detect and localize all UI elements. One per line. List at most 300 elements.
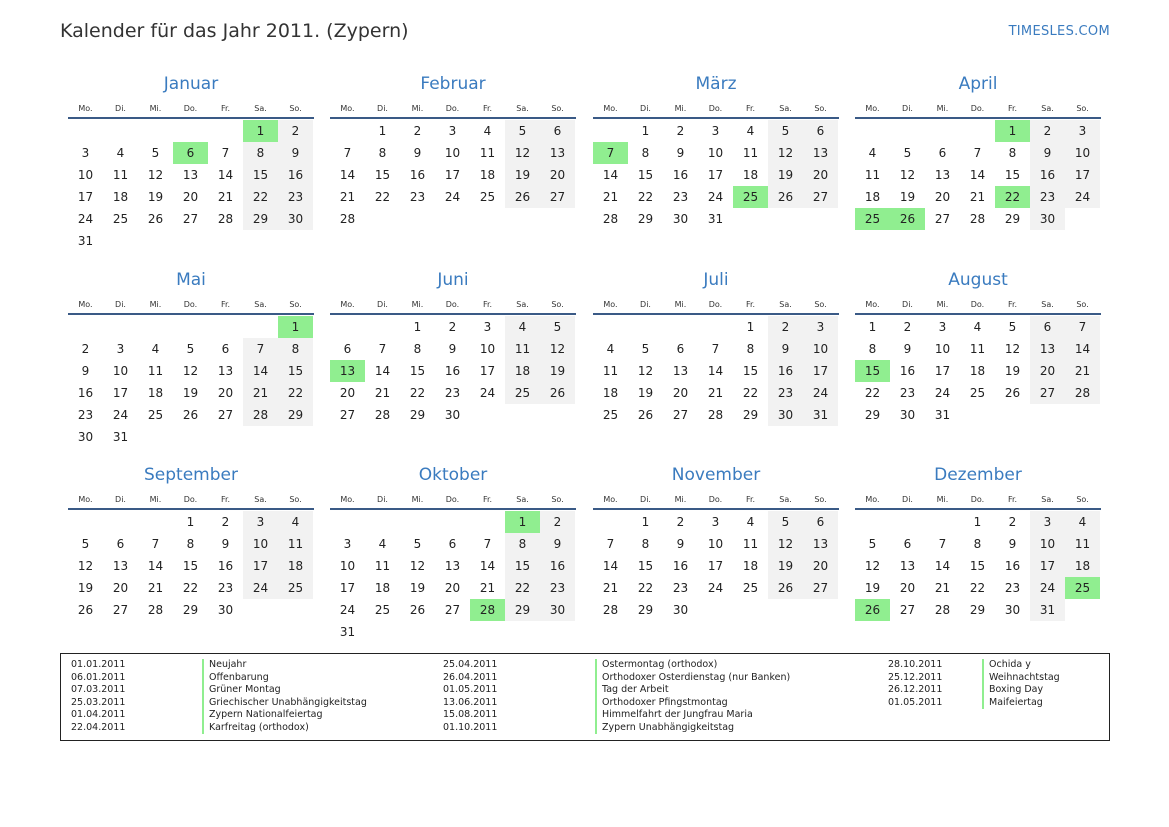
day-cell[interactable]: 4 [505,316,540,338]
day-cell[interactable]: 18 [1065,555,1100,577]
day-cell[interactable]: 29 [505,599,540,621]
day-cell[interactable]: 7 [711,342,720,356]
day-cell[interactable]: 22 [995,186,1030,208]
day-cell[interactable]: 20 [803,164,838,186]
day-cell[interactable]: 26 [768,186,803,208]
day-cell[interactable]: 20 [444,581,461,595]
day-cell[interactable]: 2 [540,511,575,533]
day-cell[interactable]: 11 [969,342,986,356]
day-cell[interactable]: 20 [934,190,951,204]
day-cell[interactable]: 2 [413,124,422,138]
day-cell[interactable]: 16 [217,559,234,573]
day-cell[interactable]: 14 [934,559,951,573]
day-cell[interactable]: 2 [278,120,313,142]
day-cell[interactable]: 17 [1065,164,1100,186]
day-cell[interactable]: 23 [672,190,689,204]
day-cell[interactable]: 11 [278,533,313,555]
day-cell[interactable]: 2 [448,320,457,334]
day-cell[interactable]: 19 [182,386,199,400]
day-cell[interactable]: 19 [77,581,94,595]
day-cell[interactable]: 3 [243,511,278,533]
day-cell[interactable]: 30 [899,408,916,422]
day-cell[interactable]: 9 [676,146,685,160]
day-cell[interactable]: 21 [479,581,496,595]
day-cell[interactable]: 24 [444,190,461,204]
day-cell[interactable]: 19 [768,555,803,577]
day-cell[interactable]: 16 [672,168,689,182]
day-cell[interactable]: 18 [602,386,619,400]
day-cell[interactable]: 18 [479,168,496,182]
day-cell[interactable]: 16 [672,559,689,573]
day-cell[interactable]: 28 [147,603,164,617]
day-cell[interactable]: 29 [742,408,759,422]
day-cell[interactable]: 27 [899,603,916,617]
day-cell[interactable]: 2 [676,515,685,529]
day-cell[interactable]: 4 [278,511,313,533]
day-cell[interactable]: 5 [868,537,877,551]
day-cell[interactable]: 5 [903,146,912,160]
day-cell[interactable]: 28 [969,212,986,226]
day-cell[interactable]: 8 [278,338,313,360]
day-cell[interactable]: 26 [1004,386,1021,400]
day-cell[interactable]: 3 [343,537,352,551]
day-cell[interactable]: 9 [676,537,685,551]
day-cell[interactable]: 11 [479,146,496,160]
day-cell[interactable]: 13 [330,360,365,382]
day-cell[interactable]: 9 [1030,142,1065,164]
day-cell[interactable]: 12 [182,364,199,378]
day-cell[interactable]: 17 [707,559,724,573]
day-cell[interactable]: 21 [707,386,724,400]
day-cell[interactable]: 22 [637,190,654,204]
day-cell[interactable]: 13 [444,559,461,573]
day-cell[interactable]: 14 [602,559,619,573]
day-cell[interactable]: 7 [606,537,615,551]
day-cell[interactable]: 20 [1030,360,1065,382]
day-cell[interactable]: 26 [147,212,164,226]
day-cell[interactable]: 19 [540,360,575,382]
day-cell[interactable]: 20 [182,190,199,204]
day-cell[interactable]: 27 [672,408,689,422]
day-cell[interactable]: 15 [409,364,426,378]
day-cell[interactable]: 1 [746,320,755,334]
day-cell[interactable]: 3 [1065,120,1100,142]
day-cell[interactable]: 15 [374,168,391,182]
day-cell[interactable]: 16 [540,555,575,577]
brand-link[interactable]: TIMESLES.COM [1008,24,1110,39]
day-cell[interactable]: 22 [637,581,654,595]
day-cell[interactable]: 25 [374,603,391,617]
day-cell[interactable]: 14 [969,168,986,182]
day-cell[interactable]: 9 [448,342,457,356]
day-cell[interactable]: 25 [855,208,890,230]
day-cell[interactable]: 26 [540,382,575,404]
day-cell[interactable]: 18 [505,360,540,382]
day-cell[interactable]: 28 [217,212,234,226]
day-cell[interactable]: 13 [182,168,199,182]
day-cell[interactable]: 26 [855,599,890,621]
day-cell[interactable]: 23 [899,386,916,400]
day-cell[interactable]: 6 [540,120,575,142]
day-cell[interactable]: 7 [1065,316,1100,338]
day-cell[interactable]: 9 [221,537,230,551]
day-cell[interactable]: 15 [969,559,986,573]
day-cell[interactable]: 11 [742,146,759,160]
day-cell[interactable]: 20 [339,386,356,400]
day-cell[interactable]: 30 [540,599,575,621]
day-cell[interactable]: 10 [934,342,951,356]
day-cell[interactable]: 25 [733,186,768,208]
day-cell[interactable]: 17 [803,360,838,382]
day-cell[interactable]: 22 [278,382,313,404]
day-cell[interactable]: 3 [938,320,947,334]
day-cell[interactable]: 14 [217,168,234,182]
day-cell[interactable]: 27 [803,577,838,599]
day-cell[interactable]: 22 [243,186,278,208]
day-cell[interactable]: 14 [479,559,496,573]
day-cell[interactable]: 20 [672,386,689,400]
day-cell[interactable]: 31 [112,430,129,444]
day-cell[interactable]: 11 [602,364,619,378]
day-cell[interactable]: 13 [112,559,129,573]
day-cell[interactable]: 2 [1008,515,1017,529]
day-cell[interactable]: 30 [444,408,461,422]
day-cell[interactable]: 15 [637,168,654,182]
day-cell[interactable]: 19 [899,190,916,204]
day-cell[interactable]: 13 [803,142,838,164]
day-cell[interactable]: 11 [864,168,881,182]
day-cell[interactable]: 17 [77,190,94,204]
day-cell[interactable]: 19 [147,190,164,204]
day-cell[interactable]: 5 [540,316,575,338]
day-cell[interactable]: 3 [803,316,838,338]
day-cell[interactable]: 31 [339,625,356,639]
day-cell[interactable]: 24 [1065,186,1100,208]
day-cell[interactable]: 20 [217,386,234,400]
day-cell[interactable]: 27 [217,408,234,422]
day-cell[interactable]: 15 [637,559,654,573]
day-cell[interactable]: 19 [637,386,654,400]
day-cell[interactable]: 12 [899,168,916,182]
day-cell[interactable]: 5 [768,511,803,533]
day-cell[interactable]: 24 [339,603,356,617]
day-cell[interactable]: 17 [112,386,129,400]
day-cell[interactable]: 23 [1004,581,1021,595]
day-cell[interactable]: 30 [1004,603,1021,617]
day-cell[interactable]: 1 [278,316,313,338]
day-cell[interactable]: 1 [641,124,650,138]
day-cell[interactable]: 19 [505,164,540,186]
day-cell[interactable]: 5 [151,146,160,160]
day-cell[interactable]: 23 [278,186,313,208]
day-cell[interactable]: 4 [1065,511,1100,533]
day-cell[interactable]: 28 [602,212,619,226]
day-cell[interactable]: 17 [444,168,461,182]
day-cell[interactable]: 3 [483,320,492,334]
day-cell[interactable]: 16 [77,386,94,400]
day-cell[interactable]: 18 [864,190,881,204]
day-cell[interactable]: 15 [243,164,278,186]
day-cell[interactable]: 5 [81,537,90,551]
day-cell[interactable]: 3 [81,146,90,160]
day-cell[interactable]: 9 [540,533,575,555]
day-cell[interactable]: 8 [186,537,195,551]
day-cell[interactable]: 21 [339,190,356,204]
day-cell[interactable]: 26 [890,208,925,230]
day-cell[interactable]: 28 [374,408,391,422]
day-cell[interactable]: 4 [116,146,125,160]
day-cell[interactable]: 27 [444,603,461,617]
day-cell[interactable]: 30 [278,208,313,230]
day-cell[interactable]: 20 [899,581,916,595]
day-cell[interactable]: 4 [378,537,387,551]
day-cell[interactable]: 8 [505,533,540,555]
day-cell[interactable]: 23 [409,190,426,204]
day-cell[interactable]: 18 [278,555,313,577]
day-cell[interactable]: 2 [903,320,912,334]
day-cell[interactable]: 12 [768,142,803,164]
day-cell[interactable]: 2 [768,316,803,338]
day-cell[interactable]: 10 [77,168,94,182]
day-cell[interactable]: 25 [742,581,759,595]
day-cell[interactable]: 6 [173,142,208,164]
day-cell[interactable]: 28 [339,212,356,226]
day-cell[interactable]: 1 [868,320,877,334]
day-cell[interactable]: 27 [934,212,951,226]
day-cell[interactable]: 8 [641,537,650,551]
day-cell[interactable]: 13 [540,142,575,164]
day-cell[interactable]: 18 [112,190,129,204]
day-cell[interactable]: 1 [505,511,540,533]
day-cell[interactable]: 1 [378,124,387,138]
day-cell[interactable]: 17 [479,364,496,378]
day-cell[interactable]: 24 [934,386,951,400]
day-cell[interactable]: 26 [768,577,803,599]
day-cell[interactable]: 7 [243,338,278,360]
day-cell[interactable]: 8 [746,342,755,356]
day-cell[interactable]: 5 [505,120,540,142]
day-cell[interactable]: 22 [409,386,426,400]
day-cell[interactable]: 6 [221,342,230,356]
day-cell[interactable]: 16 [278,164,313,186]
day-cell[interactable]: 5 [413,537,422,551]
day-cell[interactable]: 30 [217,603,234,617]
day-cell[interactable]: 19 [409,581,426,595]
day-cell[interactable]: 28 [707,408,724,422]
day-cell[interactable]: 24 [77,212,94,226]
day-cell[interactable]: 25 [969,386,986,400]
day-cell[interactable]: 24 [1030,577,1065,599]
day-cell[interactable]: 22 [742,386,759,400]
day-cell[interactable]: 6 [1030,316,1065,338]
day-cell[interactable]: 15 [1004,168,1021,182]
day-cell[interactable]: 16 [409,168,426,182]
day-cell[interactable]: 2 [81,342,90,356]
day-cell[interactable]: 28 [243,404,278,426]
day-cell[interactable]: 23 [540,577,575,599]
day-cell[interactable]: 30 [1030,208,1065,230]
day-cell[interactable]: 24 [707,190,724,204]
day-cell[interactable]: 15 [742,364,759,378]
day-cell[interactable]: 20 [803,555,838,577]
day-cell[interactable]: 4 [746,515,755,529]
day-cell[interactable]: 25 [1065,577,1100,599]
day-cell[interactable]: 6 [938,146,947,160]
day-cell[interactable]: 26 [77,603,94,617]
day-cell[interactable]: 21 [1065,360,1100,382]
day-cell[interactable]: 26 [409,603,426,617]
day-cell[interactable]: 7 [483,537,492,551]
day-cell[interactable]: 27 [112,603,129,617]
day-cell[interactable]: 7 [938,537,947,551]
day-cell[interactable]: 2 [1030,120,1065,142]
day-cell[interactable]: 17 [243,555,278,577]
day-cell[interactable]: 3 [448,124,457,138]
day-cell[interactable]: 8 [1008,146,1017,160]
day-cell[interactable]: 21 [217,190,234,204]
day-cell[interactable]: 13 [934,168,951,182]
day-cell[interactable]: 31 [1030,599,1065,621]
day-cell[interactable]: 7 [343,146,352,160]
day-cell[interactable]: 12 [147,168,164,182]
day-cell[interactable]: 18 [147,386,164,400]
day-cell[interactable]: 17 [339,581,356,595]
day-cell[interactable]: 6 [116,537,125,551]
day-cell[interactable]: 15 [182,559,199,573]
day-cell[interactable]: 16 [444,364,461,378]
day-cell[interactable]: 8 [973,537,982,551]
day-cell[interactable]: 16 [1030,164,1065,186]
day-cell[interactable]: 31 [77,234,94,248]
day-cell[interactable]: 1 [243,120,278,142]
day-cell[interactable]: 3 [711,515,720,529]
day-cell[interactable]: 12 [540,338,575,360]
day-cell[interactable]: 4 [151,342,160,356]
day-cell[interactable]: 20 [540,164,575,186]
day-cell[interactable]: 22 [374,190,391,204]
day-cell[interactable]: 21 [374,386,391,400]
day-cell[interactable]: 21 [969,190,986,204]
day-cell[interactable]: 27 [339,408,356,422]
day-cell[interactable]: 4 [868,146,877,160]
day-cell[interactable]: 26 [505,186,540,208]
day-cell[interactable]: 14 [707,364,724,378]
day-cell[interactable]: 28 [602,603,619,617]
day-cell[interactable]: 10 [112,364,129,378]
day-cell[interactable]: 25 [112,212,129,226]
day-cell[interactable]: 23 [1030,186,1065,208]
day-cell[interactable]: 13 [803,533,838,555]
day-cell[interactable]: 29 [1004,212,1021,226]
day-cell[interactable]: 29 [864,408,881,422]
day-cell[interactable]: 6 [676,342,685,356]
day-cell[interactable]: 25 [479,190,496,204]
day-cell[interactable]: 30 [77,430,94,444]
day-cell[interactable]: 9 [1008,537,1017,551]
day-cell[interactable]: 24 [112,408,129,422]
day-cell[interactable]: 22 [182,581,199,595]
day-cell[interactable]: 4 [483,124,492,138]
day-cell[interactable]: 17 [934,364,951,378]
day-cell[interactable]: 2 [676,124,685,138]
day-cell[interactable]: 8 [868,342,877,356]
day-cell[interactable]: 14 [147,559,164,573]
day-cell[interactable]: 24 [479,386,496,400]
day-cell[interactable]: 16 [1004,559,1021,573]
day-cell[interactable]: 10 [707,537,724,551]
day-cell[interactable]: 7 [973,146,982,160]
day-cell[interactable]: 1 [995,120,1030,142]
day-cell[interactable]: 18 [969,364,986,378]
day-cell[interactable]: 13 [217,364,234,378]
day-cell[interactable]: 10 [1030,533,1065,555]
day-cell[interactable]: 5 [768,120,803,142]
day-cell[interactable]: 10 [243,533,278,555]
day-cell[interactable]: 2 [221,515,230,529]
day-cell[interactable]: 16 [899,364,916,378]
day-cell[interactable]: 25 [278,577,313,599]
day-cell[interactable]: 12 [864,559,881,573]
day-cell[interactable]: 5 [641,342,650,356]
day-cell[interactable]: 27 [182,212,199,226]
day-cell[interactable]: 18 [742,168,759,182]
day-cell[interactable]: 14 [374,364,391,378]
day-cell[interactable]: 11 [147,364,164,378]
day-cell[interactable]: 26 [182,408,199,422]
day-cell[interactable]: 15 [505,555,540,577]
day-cell[interactable]: 12 [505,142,540,164]
day-cell[interactable]: 6 [448,537,457,551]
day-cell[interactable]: 28 [470,599,505,621]
day-cell[interactable]: 14 [602,168,619,182]
day-cell[interactable]: 31 [707,212,724,226]
day-cell[interactable]: 12 [409,559,426,573]
day-cell[interactable]: 21 [147,581,164,595]
day-cell[interactable]: 6 [803,511,838,533]
day-cell[interactable]: 21 [243,382,278,404]
day-cell[interactable]: 25 [602,408,619,422]
day-cell[interactable]: 4 [606,342,615,356]
day-cell[interactable]: 10 [803,338,838,360]
day-cell[interactable]: 22 [864,386,881,400]
day-cell[interactable]: 1 [973,515,982,529]
day-cell[interactable]: 18 [374,581,391,595]
day-cell[interactable]: 17 [707,168,724,182]
day-cell[interactable]: 31 [803,404,838,426]
day-cell[interactable]: 12 [637,364,654,378]
day-cell[interactable]: 7 [593,142,628,164]
day-cell[interactable]: 13 [1030,338,1065,360]
day-cell[interactable]: 30 [768,404,803,426]
day-cell[interactable]: 7 [378,342,387,356]
day-cell[interactable]: 25 [147,408,164,422]
day-cell[interactable]: 10 [444,146,461,160]
day-cell[interactable]: 9 [413,146,422,160]
day-cell[interactable]: 24 [707,581,724,595]
day-cell[interactable]: 21 [602,190,619,204]
day-cell[interactable]: 4 [746,124,755,138]
day-cell[interactable]: 31 [934,408,951,422]
day-cell[interactable]: 11 [1065,533,1100,555]
day-cell[interactable]: 23 [217,581,234,595]
day-cell[interactable]: 11 [505,338,540,360]
day-cell[interactable]: 27 [540,186,575,208]
day-cell[interactable]: 23 [77,408,94,422]
day-cell[interactable]: 9 [768,338,803,360]
day-cell[interactable]: 28 [1065,382,1100,404]
day-cell[interactable]: 8 [378,146,387,160]
day-cell[interactable]: 7 [221,146,230,160]
